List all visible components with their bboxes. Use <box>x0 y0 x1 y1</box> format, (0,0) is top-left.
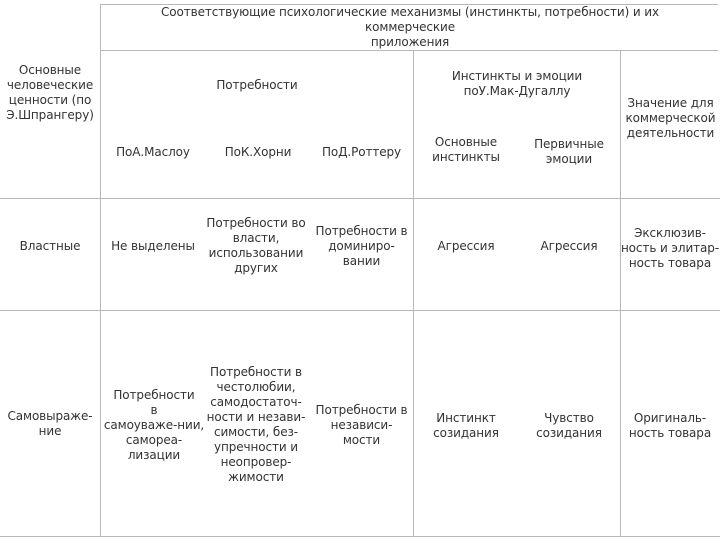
row-1-rotter: Потребности в доминиро- вании <box>315 223 408 268</box>
header-needs: Потребности <box>216 77 298 92</box>
row-2-rotter: Потребности в независи- мости <box>315 402 408 447</box>
row-2-maslow: Потребности в самоуваже-нии, самореа- лизации <box>103 387 205 462</box>
row-1-instinct: Агрессия <box>437 238 495 253</box>
row-1-commercial: Эксклюзив- ность и элитар- ность товара <box>620 225 720 270</box>
row-1-horney: Потребности во власти, использовании других <box>206 216 306 275</box>
row-2-commercial: Оригиналь- ность товара <box>628 411 712 440</box>
header-values: Основные человеческие ценности (по Э.Шпрангеру) <box>6 63 94 122</box>
row-2-emotion: Чувство созидания <box>536 411 602 440</box>
header-rotter: ПоД.Роттеру <box>321 144 402 159</box>
header-basic-instincts: Основные инстинкты <box>432 135 500 164</box>
table-title: Соответствующие психологические механизмы (инстинкты, потребности) и их коммерческие приложения <box>161 4 659 49</box>
row-1-maslow: Не выделены <box>111 238 195 253</box>
grid-line-header-bottom <box>0 198 720 199</box>
header-commercial: Значение для коммерческой деятельности <box>625 95 716 140</box>
grid-line-row-divider <box>0 310 720 311</box>
row-2-instinct: Инстинкт созидания <box>433 411 499 440</box>
row-1-value: Властные <box>19 238 81 253</box>
row-2-value: Самовыраже- ние <box>7 409 93 438</box>
header-primary-emotions: Первичные эмоции <box>534 137 604 166</box>
row-2-horney: Потребности в честолюбии, самодостаточ- ности и незави- симости, без- упречности и неопровер- жимости <box>206 365 306 484</box>
grid-line-col-4 <box>413 50 414 536</box>
header-instincts: Инстинкты и эмоции поУ.Мак-Дугаллу <box>451 69 583 98</box>
grid-line-title-bottom <box>100 50 718 51</box>
row-1-emotion: Агрессия <box>540 238 598 253</box>
header-maslow: ПоА.Маслоу <box>116 144 190 159</box>
header-horney: ПоК.Хорни <box>224 144 292 159</box>
grid-line-bottom <box>0 536 720 537</box>
